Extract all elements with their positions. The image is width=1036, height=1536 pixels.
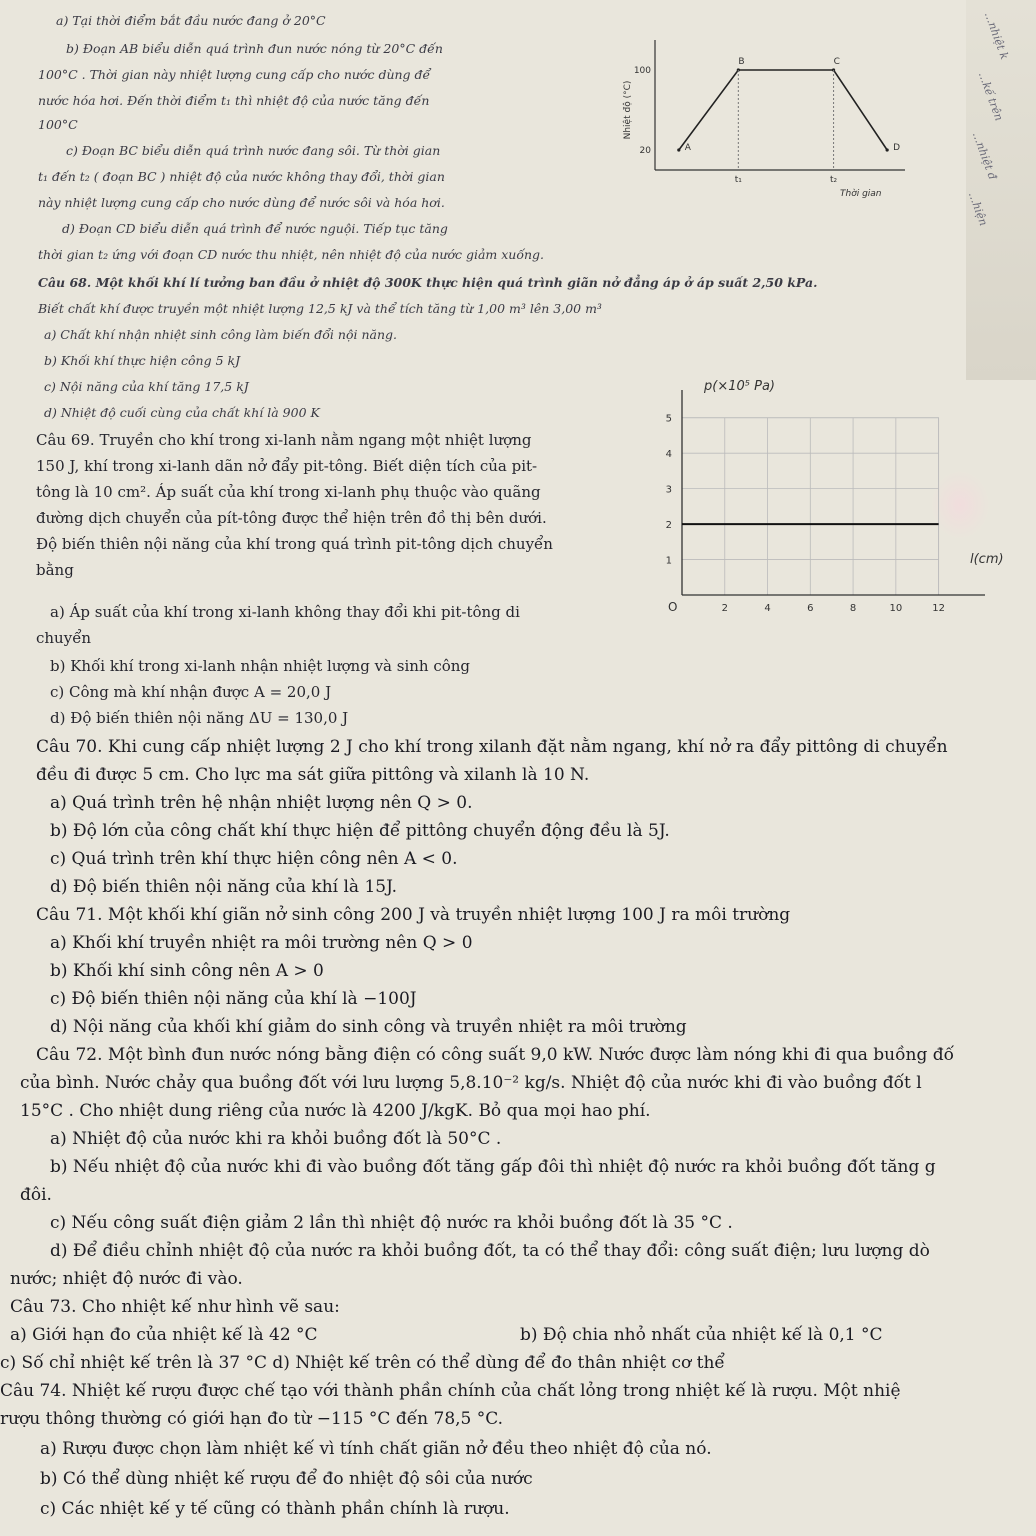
question-68-stem: Câu 68. Một khối khí lí tưởng ban đầu ở nhiệt độ 300K thực hiện quá trình giãn nở đẳng áp ở áp suất 2,50 kPa. [38,275,818,290]
option-line: c) Nếu công suất điện giảm 2 lần thì nhiệt độ nước ra khỏi buồng đốt là 35 °C . [50,1213,733,1233]
question-74-stem: Câu 74. Nhiệt kế rượu được chế tạo với thành phần chính của chất lỏng trong nhiệt kế là rượu. Một nhiệ [0,1381,901,1401]
question-69-stem: Câu 69. Truyền cho khí trong xi-lanh nằm ngang một nhiệt lượng [36,431,532,449]
text-line: đều đi được 5 cm. Cho lực ma sát giữa pittông và xilanh là 10 N. [36,765,590,785]
option-line: a) Chất khí nhận nhiệt sinh công làm biến đổi nội năng. [44,327,397,342]
text-line: của bình. Nước chảy qua buồng đốt với lưu lượng 5,8.10⁻² kg/s. Nhiệt độ của nước khi đi vào buồng đốt l [20,1073,922,1093]
text-line: tông là 10 cm². Áp suất của khí trong xi-lanh phụ thuộc vào quãng [36,483,541,501]
text-line: chuyển [36,629,92,647]
text-line: 100°C [38,117,78,132]
y-axis-label: p(×10⁵ Pa) [704,379,775,394]
text-line: t₁ đến t₂ ( đoạn BC ) nhiệt độ của nước không thay đổi, thời gian [38,169,445,184]
option-line: a) Quá trình trên hệ nhận nhiệt lượng nên Q > 0. [50,793,473,813]
x-axis-label: Thời gian [840,189,882,199]
option-line: a) Rượu được chọn làm nhiệt kế vì tính chất giãn nở đều theo nhiệt độ của nó. [40,1439,712,1459]
text-line: 100°C . Thời gian này nhiệt lượng cung cấp cho nước dùng để [38,67,431,82]
text-line: Độ biến thiên nội năng của khí trong quá trình pit-tông dịch chuyển [36,535,553,553]
text-line: rượu thông thường có giới hạn đo từ −115 °C đến 78,5 °C. [0,1409,504,1429]
x-axis-label: l(cm) [970,552,1004,567]
y-tick-label: 4 [665,449,672,461]
option-line: b) Có thể dùng nhiệt kế rượu để đo nhiệt độ sôi của nước [40,1469,533,1489]
y-tick-label: 2 [665,520,672,532]
option-line: b) Khối khí trong xi-lanh nhận nhiệt lượng và sinh công [50,657,471,675]
option-line: c) Công mà khí nhận được A = 20,0 J [50,683,332,701]
point-label: C [833,57,840,67]
text-line: 15°C . Cho nhiệt dung riêng của nước là 4200 J/kgK. Bỏ qua mọi hao phí. [20,1101,651,1121]
x-tick-label: 2 [721,603,728,614]
option-line: a) Giới hạn đo của nhiệt kế là 42 °C [10,1325,318,1345]
page-edge-decoration [966,0,1036,380]
option-line: d) Nhiệt độ cuối cùng của chất khí là 900 K [44,405,320,420]
origin-label: O [668,600,678,614]
point-label: D [893,143,901,153]
text-line: d) Đoạn CD biểu diễn quá trình để nước nguội. Tiếp tục tăng [62,221,448,236]
option-line: c) Độ biến thiên nội năng của khí là −100J [50,989,417,1009]
option-line: a) Nhiệt độ của nước khi ra khỏi buồng đốt là 50°C . [50,1129,502,1149]
option-line: b) Độ lớn của công chất khí thực hiện để pittông chuyển động đều là 5J. [50,821,670,841]
margin-fragment: …kế trên [975,70,1006,123]
text-line: a) Tại thời điểm bắt đầu nước đang ở 20°C [56,13,326,28]
x-tick-label: 4 [764,603,771,614]
y-tick-label: 1 [665,555,672,567]
question-71-stem: Câu 71. Một khối khí giãn nở sinh công 200 J và truyền nhiệt lượng 100 J ra môi trường [36,905,791,925]
x-tick-label: 12 [932,603,945,614]
y-tick-label: 100 [633,66,651,76]
temperature-time-chart [620,30,920,200]
option-line: c) Quá trình trên khí thực hiện công nên A < 0. [50,849,458,869]
y-tick-label: 3 [665,484,672,496]
point-label: A [684,143,691,153]
text-line: đôi. [20,1185,52,1205]
x-tick-label: 6 [807,603,814,614]
data-point [677,148,680,151]
x-tick-label: 10 [889,603,903,614]
option-line: b) Độ chia nhỏ nhất của nhiệt kế là 0,1 °C [520,1325,883,1345]
text-line: thời gian t₂ ứng với đoạn CD nước thu nhiệt, nên nhiệt độ của nước giảm xuống. [38,247,545,262]
text-line: bằng [36,561,74,579]
x-tick-label: t₂ [830,175,838,185]
option-line: b) Khối khí sinh công nên A > 0 [50,961,324,981]
option-line: b) Nếu nhiệt độ của nước khi đi vào buồng đốt tăng gấp đôi thì nhiệt độ nước ra khỏi buồng đốt tăng g [50,1157,936,1177]
question-70-stem: Câu 70. Khi cung cấp nhiệt lượng 2 J cho khí trong xilanh đặt nằm ngang, khí nở ra đẩy pittông di chuyển [36,737,948,757]
option-line: a) Áp suất của khí trong xi-lanh không thay đổi khi pit-tông di [50,603,520,621]
option-line: d) Độ biến thiên nội năng của khí là 15J. [50,877,397,897]
option-line: d) Nội năng của khối khí giảm do sinh công và truyền nhiệt ra môi trường [50,1017,687,1037]
text-line: Biết chất khí được truyền một nhiệt lượng 12,5 kJ và thể tích tăng từ 1,00 m³ lên 3,00 m³ [38,301,602,316]
text-line: c) Đoạn BC biểu diễn quá trình nước đang sôi. Từ thời gian [66,143,441,158]
option-line: c) Số chỉ nhiệt kế trên là 37 °C d) Nhiệt kế trên có thể dùng để đo thân nhiệt cơ thể [0,1353,725,1373]
series-line [679,70,887,150]
y-tick-label: 5 [665,413,672,425]
x-tick-label: 8 [849,603,857,614]
margin-fragment: …nhiệt k [981,10,1012,62]
margin-fragment: …hiện [965,190,991,228]
data-point [886,148,889,151]
y-tick-label: 20 [639,146,651,156]
option-line: a) Khối khí truyền nhiệt ra môi trường nên Q > 0 [50,933,473,953]
question-73-stem: Câu 73. Cho nhiệt kế như hình vẽ sau: [10,1297,340,1317]
option-line: c) Các nhiệt kế y tế cũng có thành phần chính là rượu. [40,1499,510,1519]
option-line: c) Nội năng của khí tăng 17,5 kJ [44,379,249,394]
question-72-stem: Câu 72. Một bình đun nước nóng bằng điện có công suất 9,0 kW. Nước được làm nóng khi đi qua buồng đố [36,1045,955,1065]
pressure-displacement-chart [630,370,1030,640]
point-label: B [738,57,745,67]
text-line: đường dịch chuyển của pít-tông được thể hiện trên đồ thị bên dưới. [36,509,547,527]
text-line: 150 J, khí trong xi-lanh dãn nở đẩy pit-tông. Biết diện tích của pit- [36,457,538,475]
margin-fragment: …nhiệt đ [969,130,1000,182]
text-line: nước hóa hơi. Đến thời điểm t₁ thì nhiệt độ của nước tăng đến [38,93,430,108]
option-line: b) Khối khí thực hiện công 5 kJ [44,353,241,368]
text-line: này nhiệt lượng cung cấp cho nước dùng để nước sôi và hóa hơi. [38,195,445,210]
option-line: d) Độ biến thiên nội năng ΔU = 130,0 J [50,709,349,727]
text-line: b) Đoạn AB biểu diễn quá trình đun nước nóng từ 20°C đến [66,41,443,56]
y-axis-label: Nhiệt độ (°C) [623,80,633,140]
x-tick-label: t₁ [734,175,742,185]
option-line: d) Để điều chỉnh nhiệt độ của nước ra khỏi buồng đốt, ta có thể thay đổi: công suất điện; lưu lượng dò [50,1241,930,1261]
text-line: nước; nhiệt độ nước đi vào. [10,1269,243,1289]
